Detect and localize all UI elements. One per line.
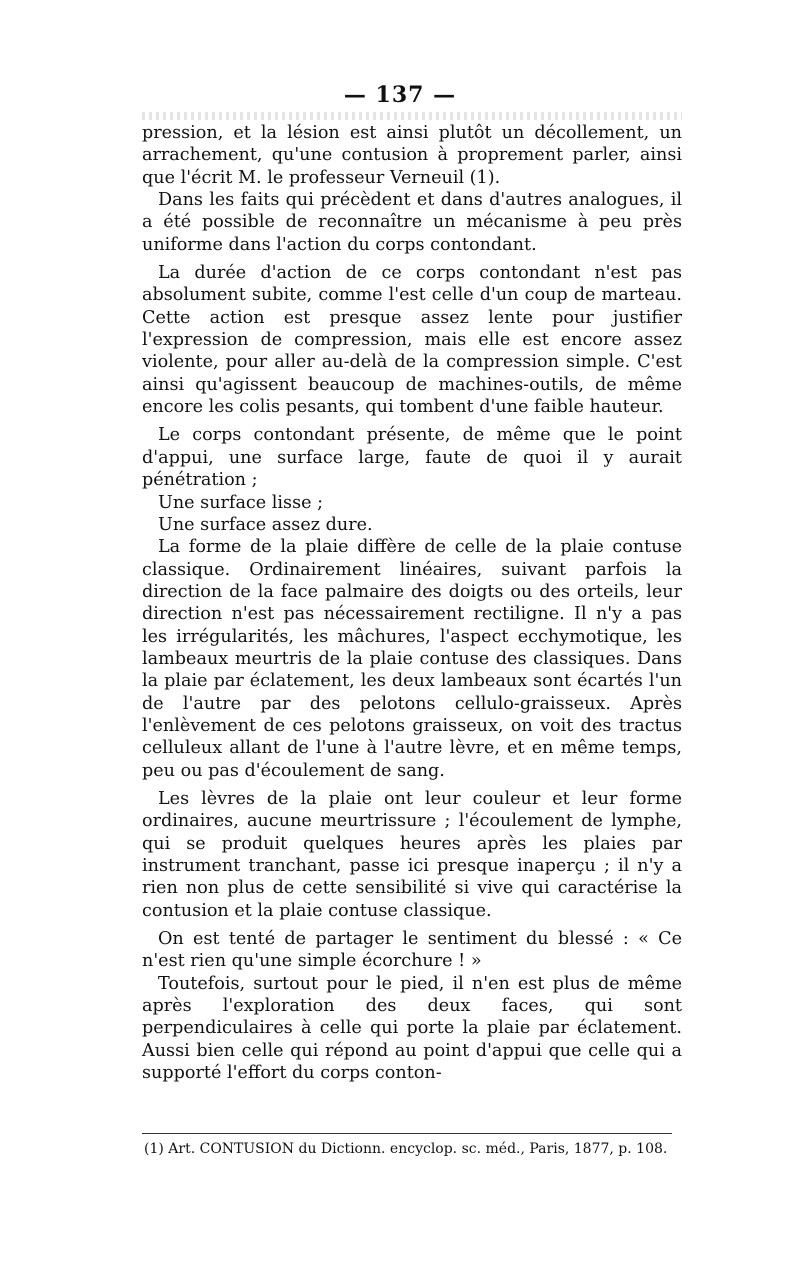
paragraph-6: Une surface assez dure. <box>158 514 373 535</box>
paragraph-7: La forme de la plaie diffère de celle de la plaie contuse classique. Ordinairement linéaires, suivant parfois la direction de la face palmaire des doigts ou des orteils, leur direction n'est pas nécessairement rectiligne. Il n'y a pas les irrégularités, les mâchures, l'aspect ecchymotique, les lambeaux meurtris de la plaie contuse des classiques. Dans la plaie par éclatement, les deux lambeaux sont écartés l'un de l'autre par des pelotons cellulo-graisseux. Après l'enlèvement de ces pelotons graisseux, on voit des tractus celluleux allant de l'une à l'autre lèvre, et en même temps, peu ou pas d'écoulement de sang. <box>142 537 682 781</box>
paragraph-3: La durée d'action de ce corps contondant n'est pas absolument subite, comme l'est celle d'un coup de marteau. Cette action est presque assez lente pour justifier l'expression de compression, mais elle est encore assez violente, pour aller au-delà de la compression simple. C'est ainsi qu'agissent beaucoup de machines-outils, de même encore les colis pesants, qui tombent d'une faible hauteur. <box>142 263 682 418</box>
paragraph-2: Dans les faits qui précèdent et dans d'autres analogues, il a été possible de reconnaître un mécanisme à peu près uniforme dans l'action du corps contondant. <box>142 190 682 255</box>
footnote: (1) Art. CONTUSION du Dictionn. encyclop. sc. méd., Paris, 1877, p. 108. <box>144 1141 668 1157</box>
page-number: — 137 — <box>343 82 457 108</box>
paragraph-10: Toutefois, surtout pour le pied, il n'en est plus de même après l'exploration des deux faces, qui sont perpendiculaires à celle qui porte la plaie par éclatement. Aussi bien celle qui répond au point d'appui que celle qui a supporté l'effort du corps conton- <box>142 973 682 1084</box>
paragraph-4: Le corps contondant présente, de même que le point d'appui, une surface large, faute de quoi il y aurait pénétration ; <box>142 425 682 491</box>
paragraph-8: Les lèvres de la plaie ont leur couleur et leur forme ordinaires, aucune meurtrissure ; l'écoulement de lymphe, qui se produit quelques heures après les plaies par instrument tranchant, passe ici presque inaperçu ; il n'y a rien non plus de cette sensibilité si vive qui caractérise la contusion et la plaie contuse classique. <box>142 788 682 921</box>
paragraph-5: Une surface lisse ; <box>158 492 324 513</box>
paragraph-9: On est tenté de partager le sentiment du blessé : « Ce n'est rien qu'une simple écorchure ! » <box>142 929 682 972</box>
paragraph-1: pression, et la lésion est ainsi plutôt un décollement, un arrachement, qu'une contusion à proprement parler, ainsi que l'écrit M. le professeur Verneuil (1). <box>142 123 682 188</box>
main-text <box>142 122 682 1084</box>
footnote-rule <box>142 1133 672 1134</box>
show-through-text <box>142 112 682 120</box>
